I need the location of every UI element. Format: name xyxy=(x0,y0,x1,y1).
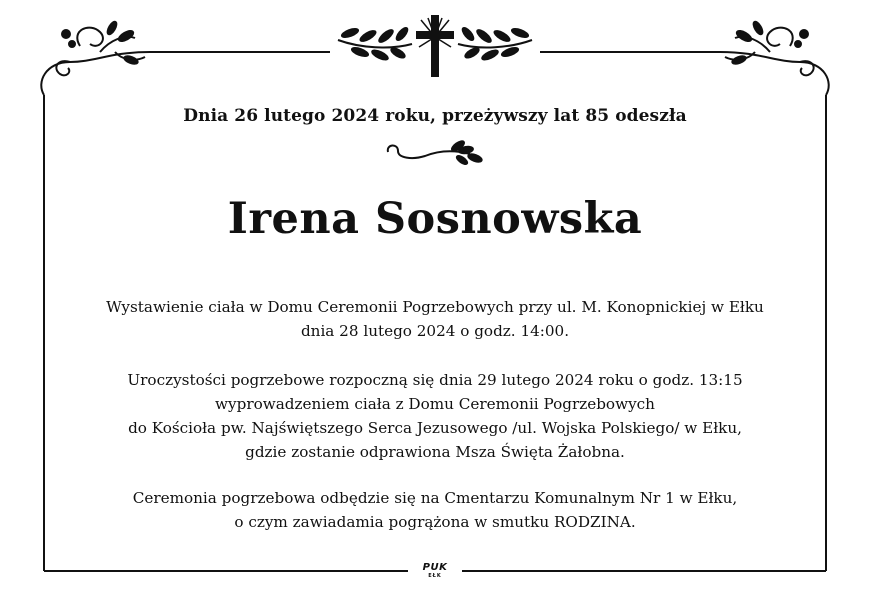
paragraph-line: Wystawienie ciała w Domu Ceremonii Pogrzebowych przy ul. M. Konopnickiej w Ełku xyxy=(106,298,764,316)
corner-flourish-left-icon xyxy=(41,20,150,95)
corner-flourish-right-icon xyxy=(720,20,829,95)
paragraph-line: o czym zawiadamia pogrążona w smutku RODZINA. xyxy=(234,513,636,531)
funeral-home-logo xyxy=(413,562,457,584)
paragraph-line: gdzie zostanie odprawiona Msza Święta Żałobna. xyxy=(245,443,625,461)
logo-main-text: PUK xyxy=(422,562,448,573)
paragraph-line: do Kościoła pw. Najświętszego Serca Jezusowego /ul. Wojska Polskiego/ w Ełku, xyxy=(128,419,742,437)
paragraph-line: Ceremonia pogrzebowa odbędzie się na Cmentarzu Komunalnym Nr 1 w Ełku, xyxy=(132,489,738,507)
leaf-swirl-divider-icon xyxy=(388,140,483,166)
viewing-paragraph xyxy=(60,295,810,343)
paragraph-line: wyprowadzeniem ciała z Domu Ceremonii Pogrzebowych xyxy=(215,395,655,413)
laurel-branch-left-icon xyxy=(338,26,412,62)
ceremony-paragraph xyxy=(60,368,810,464)
paragraph-line: dnia 28 lutego 2024 o godz. 14:00. xyxy=(300,322,570,340)
death-announcement-line: Dnia 26 lutego 2024 roku, przeżywszy lat 85 odeszła xyxy=(183,106,687,126)
burial-paragraph xyxy=(60,486,810,534)
cross-with-rays-icon xyxy=(416,15,454,77)
logo-sub-text: EŁK xyxy=(428,573,442,579)
laurel-branch-right-icon xyxy=(458,26,532,62)
paragraph-line: Uroczystości pogrzebowe rozpoczną się dnia 29 lutego 2024 roku o godz. 13:15 xyxy=(127,371,743,389)
deceased-name: Irena Sosnowska xyxy=(227,194,643,244)
